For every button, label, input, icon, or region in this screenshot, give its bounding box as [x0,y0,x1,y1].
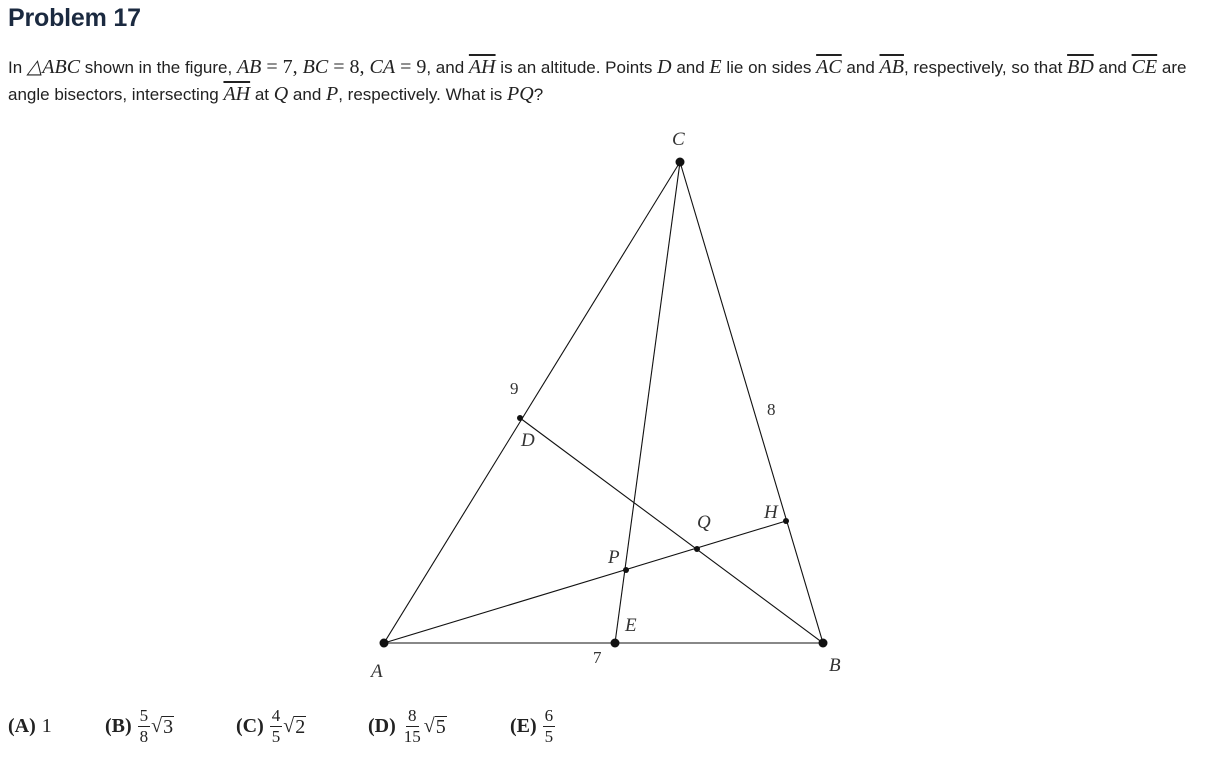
length-ab: 7 [593,648,602,667]
radical [151,715,174,738]
math-eq-7: = 7, [261,56,303,78]
answer-label: (E) [510,714,537,737]
text-segment: , respectively. What is [338,85,508,104]
point-c [676,158,685,167]
answer-d[interactable] [368,696,447,756]
sqrt-icon: √ [283,714,295,737]
text-segment: shown in the figure, [80,58,237,77]
point-p [623,567,629,573]
math-eq-8: = 8, [328,56,370,78]
text-segment: ? [533,85,544,104]
radicand: 5 [435,715,446,738]
problem-title: Problem 17 [8,4,141,32]
radicand: 2 [295,715,306,738]
fraction [402,706,423,747]
math-segment-ah: $\overline{AH}$ [468,56,496,78]
text-segment: and [288,85,327,104]
answer-label: (A) [8,714,36,737]
text-segment: lie on sides [721,58,817,77]
label-d: D [521,430,535,451]
answer-b[interactable] [105,696,174,756]
length-bc: 8 [767,400,776,419]
math-segment-ac: $\overline{AC}$ [816,56,842,78]
radicand: 3 [163,715,174,738]
numerator: 4 [271,705,281,725]
math-segment-ab: $\overline{AB}$ [879,56,904,78]
point-a [380,639,389,648]
label-b: B [829,655,841,676]
label-c: C [672,129,685,150]
math-point-q: Q [273,83,289,105]
text-segment: In [8,58,27,77]
math-ca: CA [369,56,396,78]
fraction [138,706,151,747]
answer-a[interactable] [8,696,52,756]
denominator: 15 [403,726,421,746]
point-h [783,518,789,524]
math-segment-ah: $\overline{AH}$ [223,83,251,105]
answer-label: (D) [368,714,396,737]
numerator: 6 [544,705,554,725]
text-segment: at [250,85,274,104]
numerator: 8 [408,705,417,725]
denominator: 5 [544,726,554,746]
math-ab: AB [236,56,262,78]
point-d [517,415,523,421]
text-segment: , respectively, so that [903,58,1068,77]
math-segment-ce: $\overline{CE}$ [1131,56,1158,78]
text-segment: are angle bisectors, intersecting [8,58,1187,104]
length-ca: 9 [510,379,519,398]
side-bc [680,162,823,643]
side-ac [384,162,680,643]
sqrt-icon: √ [151,714,163,737]
radical [424,715,447,738]
answer-c[interactable] [236,696,306,756]
answer-label: (B) [105,714,132,737]
text-segment: and [1093,58,1132,77]
math-triangle-abc: △ABC [26,56,81,78]
answer-label: (C) [236,714,264,737]
label-a: A [371,661,383,682]
text-segment: , and [426,58,469,77]
denominator: 8 [139,726,149,746]
label-e: E [625,615,637,636]
text-segment: and [841,58,880,77]
math-segment-bd: $\overline{BD}$ [1067,56,1094,78]
point-b [819,639,828,648]
math-point-p: P [326,83,339,105]
math-pq: PQ [507,83,534,105]
answer-value: 1 [41,714,52,737]
label-q: Q [697,512,711,533]
point-q [694,546,700,552]
bisector-bd [520,418,823,643]
math-point-e: E [709,56,722,78]
math-point-d: D [657,56,672,78]
numerator: 5 [139,705,149,725]
fraction [543,706,556,747]
radical [283,715,306,738]
point-e [611,639,620,648]
altitude-ah [384,521,786,643]
answer-e[interactable] [510,696,556,756]
sqrt-icon: √ [423,714,435,737]
denominator: 5 [271,726,281,746]
text-segment: is an altitude. Points [495,58,658,77]
label-h: H [764,502,778,523]
fraction [270,706,283,747]
label-p: P [608,547,620,568]
math-eq-9: = 9 [395,56,427,78]
math-bc: BC [302,56,329,78]
text-segment: and [671,58,710,77]
